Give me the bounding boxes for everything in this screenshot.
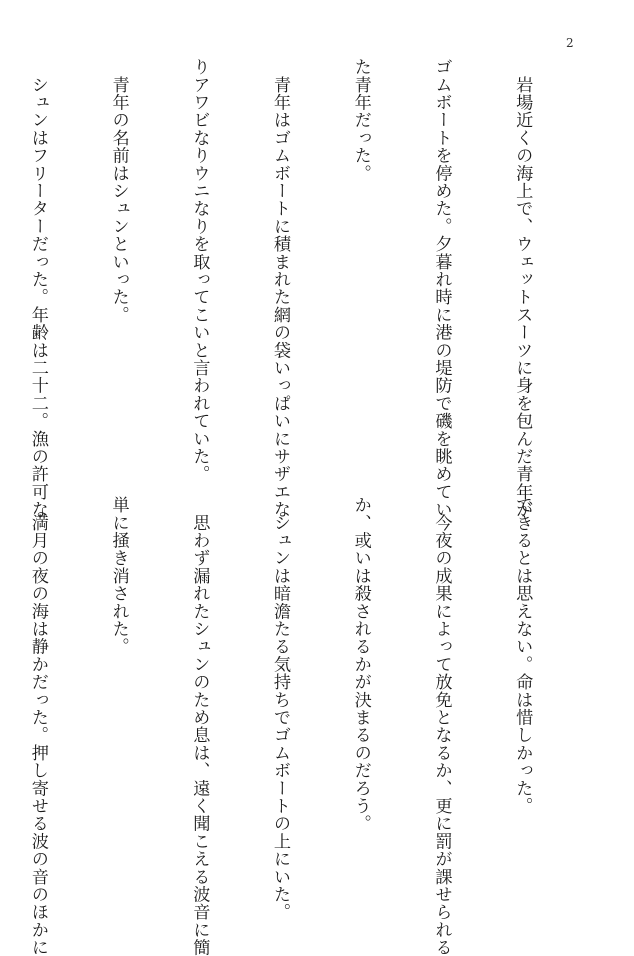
text-line: シュンは暗澹たる気持ちでゴムボートの上にいた。 — [270, 496, 291, 921]
text-line: ゴムボートを停めた。夕暮れ時に港の堤防で磯を眺めてい — [431, 58, 452, 519]
text-line: 岩場近くの海上で、ウェットスーツに身を包んだ青年が — [512, 58, 533, 519]
text-line: シュンはフリーターだった。年齢は二十二。漁の許可な — [27, 58, 48, 519]
text-line: か、或いは殺されるかが決まるのだろう。 — [350, 496, 371, 833]
text-line: 今夜の成果によって放免となるか、更に罰が課せられる — [431, 496, 452, 956]
text-line: 単に掻き消された。 — [108, 496, 129, 656]
text-line: 青年はゴムボートに積まれた網の袋いっぱいにサザエな — [270, 58, 291, 519]
text-line: 青年の名前はシュンといった。 — [108, 58, 129, 324]
text-line: りアワビなりウニなりを取ってこいと言われていた。 — [189, 58, 210, 483]
page-number: 2 — [566, 36, 574, 50]
lower-text-block — [27, 496, 589, 956]
text-line: できるとは思えない。命は惜しかった。 — [512, 496, 533, 815]
upper-text-block — [27, 58, 589, 519]
text-line: た青年だった。 — [350, 58, 371, 182]
text-line: 思わず漏れたシュンのため息は、遠く聞こえる波音に簡 — [189, 496, 210, 956]
text-line: 満月の夜の海は静かだった。押し寄せる波の音のほかに — [27, 496, 48, 956]
